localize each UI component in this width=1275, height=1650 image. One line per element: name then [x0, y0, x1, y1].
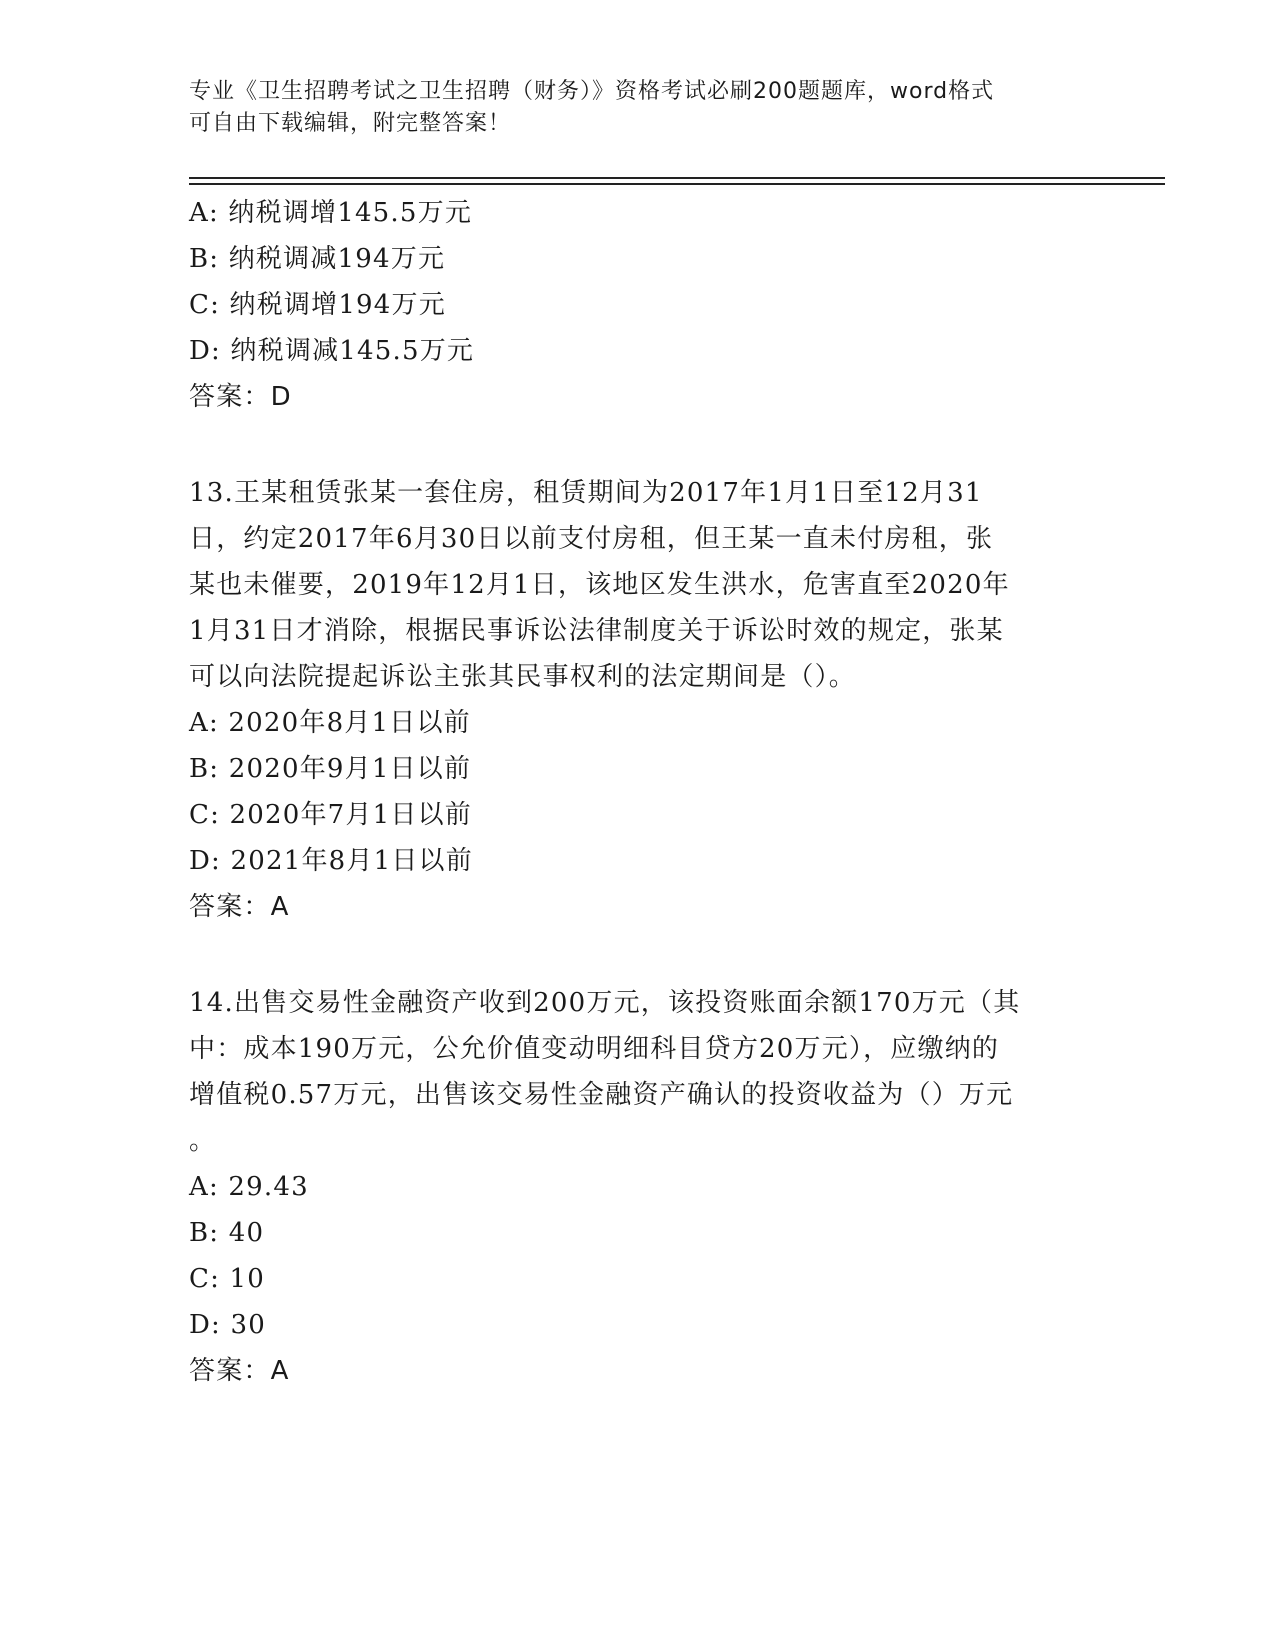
q12-option-d: D: 纳税调减145.5万元	[189, 336, 475, 366]
q14-option-a: A: 29.43	[189, 1172, 309, 1202]
q12-option-b: B: 纳税调减194万元	[189, 244, 446, 274]
document-header	[189, 76, 1089, 140]
q13-option-c: C: 2020年7月1日以前	[189, 800, 472, 830]
q13-option-a: A: 2020年8月1日以前	[189, 708, 471, 738]
q13-stem-line: 可以向法院提起诉讼主张其民事权利的法定期间是（）。	[189, 662, 857, 692]
question-spacer	[189, 420, 1089, 470]
q13-option-b: B: 2020年9月1日以前	[189, 754, 472, 784]
q14-answer: 答案：A	[189, 1356, 290, 1386]
q14-option-c: C: 10	[189, 1264, 266, 1294]
question-12-block	[189, 190, 1089, 420]
q13-stem-line: 某也未催要，2019年12月1日，该地区发生洪水，危害直至2020年	[189, 570, 1010, 600]
q14-stem-line: 14.出售交易性金融资产收到200万元，该投资账面余额170万元（其	[189, 988, 1021, 1018]
q12-answer: 答案：D	[189, 382, 292, 412]
q12-option-c: C: 纳税调增194万元	[189, 290, 446, 320]
question-13-block	[189, 470, 1089, 930]
header-divider-top	[189, 177, 1165, 179]
header-divider-bottom	[189, 183, 1165, 185]
q14-stem-line: 中：成本190万元，公允价值变动明细科目贷方20万元），应缴纳的	[189, 1034, 1000, 1064]
q13-stem-line: 1月31日才消除，根据民事诉讼法律制度关于诉讼时效的规定，张某	[189, 616, 1004, 646]
q13-stem-line: 13.王某租赁张某一套住房，租赁期间为2017年1月1日至12月31	[189, 478, 983, 508]
q13-stem-line: 日，约定2017年6月30日以前支付房租，但王某一直未付房租，张	[189, 524, 994, 554]
question-14-block	[189, 980, 1089, 1394]
q13-answer: 答案：A	[189, 892, 290, 922]
question-spacer	[189, 930, 1089, 980]
q14-stem-line: 增值税0.57万元，出售该交易性金融资产确认的投资收益为（）万元	[189, 1080, 1014, 1110]
q14-stem-line: 。	[189, 1126, 217, 1156]
header-line-2: 可自由下载编辑，附完整答案！	[189, 111, 512, 136]
q14-option-d: D: 30	[189, 1310, 266, 1340]
q13-option-d: D: 2021年8月1日以前	[189, 846, 473, 876]
q14-stem	[189, 980, 1089, 1164]
q14-option-b: B: 40	[189, 1218, 265, 1248]
q13-stem	[189, 470, 1089, 700]
q12-option-a: A: 纳税调增145.5万元	[189, 198, 473, 228]
document-body	[189, 190, 1089, 1394]
header-line-1: 专业《卫生招聘考试之卫生招聘（财务）》资格考试必刷200题题库，word格式	[189, 79, 995, 104]
